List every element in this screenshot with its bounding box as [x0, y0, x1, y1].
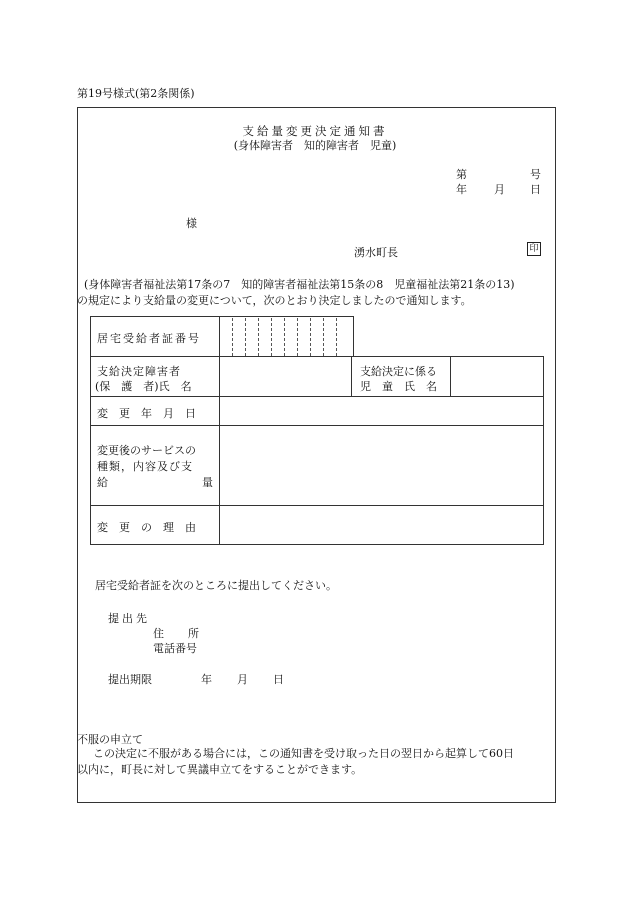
service-label-line2: 種類，内容及び支	[97, 460, 193, 473]
deadline-label: 提出期限	[108, 673, 152, 686]
phone-label: 電話番号	[153, 642, 197, 655]
appeal-heading: 不服の申立て	[77, 733, 143, 746]
address-label: 住	[153, 627, 164, 640]
date-year-label: 年	[456, 183, 467, 196]
deadline-year-label: 年	[201, 673, 212, 686]
statute-text: の規定により支給量の変更について，次のとおり決定しましたので通知します。	[77, 294, 472, 307]
child-label-line2: 児 童 氏 名	[360, 380, 437, 393]
digit-separator	[284, 318, 285, 356]
submit-notice: 居宅受給者証を次のところに提出してください。	[95, 579, 337, 592]
child-name-field[interactable]	[450, 356, 544, 397]
digit-separator	[232, 318, 233, 356]
deadline-day-label: 日	[273, 673, 284, 686]
date-month-label: 月	[494, 183, 505, 196]
date-day-label: 日	[530, 183, 541, 196]
appeal-text-line2: 以内に，町長に対して異議申立てをすることができます。	[77, 763, 363, 776]
digit-separator	[310, 318, 311, 356]
reason-field[interactable]	[219, 505, 544, 545]
destination-label: 提出先	[108, 612, 150, 625]
service-label-line3a: 給	[97, 476, 108, 489]
document-subtitle: (身体障害者 知的障害者 児童)	[233, 139, 397, 152]
service-label-line3b: 量	[202, 476, 213, 489]
cert-number-label: 居宅受給者証番号	[97, 332, 201, 345]
service-content-field[interactable]	[219, 425, 544, 506]
seal-icon: 印	[527, 242, 541, 256]
digit-separator	[245, 318, 246, 356]
recipient-label-line2: (保 護 者)氏 名	[95, 380, 192, 393]
service-label-line1: 変更後のサービスの	[97, 444, 196, 457]
appeal-text-line1: この決定に不服がある場合には，この通知書を受け取った日の翌日から起算して60日	[93, 747, 514, 760]
child-label-line1: 支給決定に係る	[360, 365, 437, 378]
digit-separator	[258, 318, 259, 356]
form-number: 第19号様式(第2条関係)	[77, 87, 195, 100]
address-label-2: 所	[188, 627, 199, 640]
document-title: 支給量変更決定通知書	[242, 124, 388, 138]
change-date-label: 変 更 年 月 日	[97, 407, 196, 420]
issuer-name: 湧水町長	[354, 246, 398, 259]
statute-reference: (身体障害者福祉法第17条の7 知的障害者福祉法第15条の8 児童福祉法第21条の13)	[84, 278, 515, 291]
doc-number-prefix: 第	[456, 168, 467, 181]
recipient-label-line1: 支給決定障害者	[97, 365, 181, 378]
change-date-field[interactable]	[219, 396, 544, 426]
addressee-suffix: 様	[186, 217, 197, 230]
recipient-name-field[interactable]	[219, 356, 352, 397]
doc-number-suffix: 号	[530, 168, 541, 181]
digit-separator	[323, 318, 324, 356]
reason-label: 変 更 の 理 由	[97, 521, 196, 534]
digit-separator	[271, 318, 272, 356]
digit-separator	[336, 318, 337, 356]
deadline-month-label: 月	[237, 673, 248, 686]
cert-number-field[interactable]	[219, 316, 354, 357]
digit-separator	[297, 318, 298, 356]
